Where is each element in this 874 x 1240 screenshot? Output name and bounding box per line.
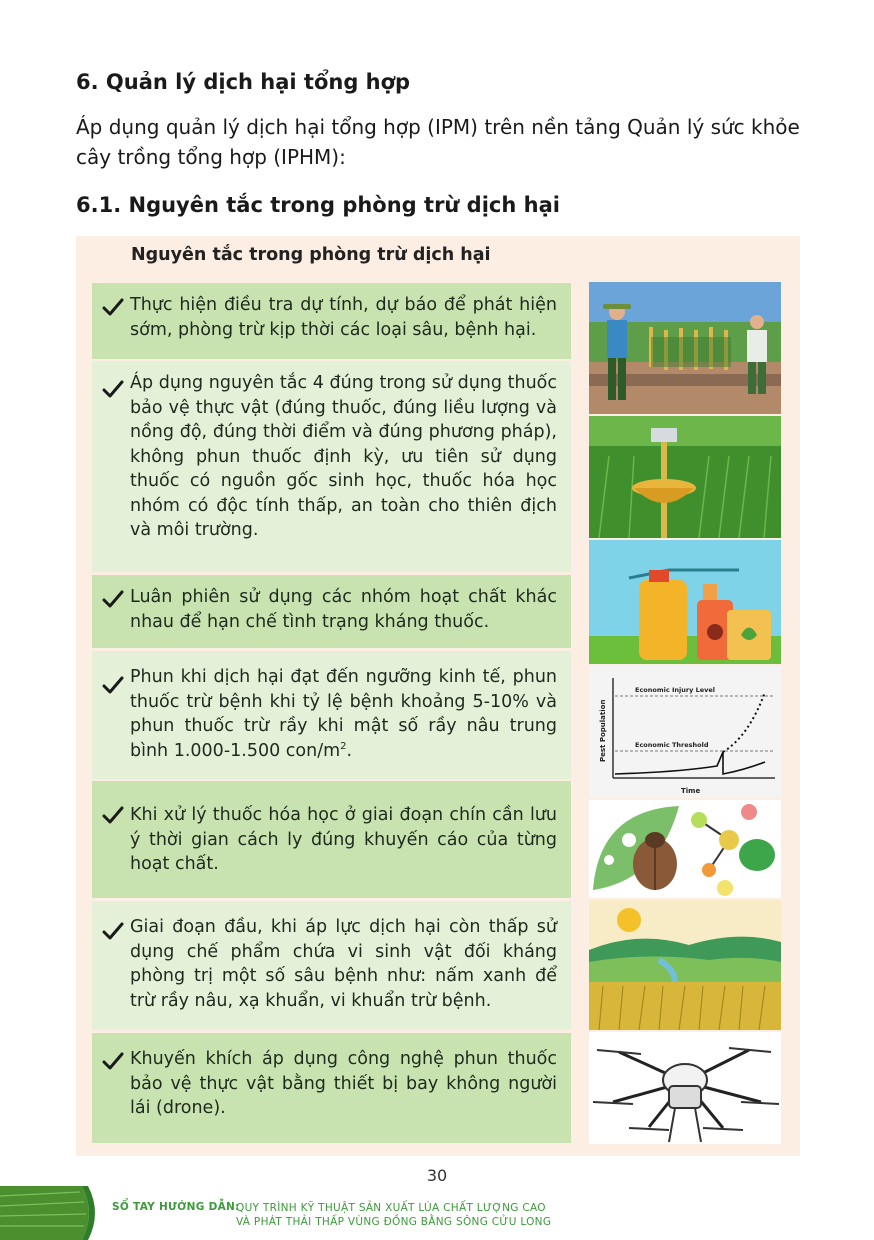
economic-threshold-chart xyxy=(589,666,781,798)
checkmark-icon xyxy=(102,297,124,317)
footer-line-1: QUY TRÌNH KỸ THUẬT SẢN XUẤT LÚA CHẤT LƯỢNG CAO xyxy=(236,1202,546,1214)
section-title: 6. Quản lý dịch hại tổng hợp xyxy=(76,70,411,94)
principle-text: Luân phiên sử dụng các nhóm hoạt chất khác nhau để hạn chế tình trạng kháng thuốc. xyxy=(130,587,557,632)
footer-label: SỔ TAY HƯỚNG DẪN: xyxy=(112,1201,240,1213)
rice-field-landscape-illustration xyxy=(589,900,781,1030)
section-intro: Áp dụng quản lý dịch hại tổng hợp (IPM) trên nền tảng Quản lý sức khỏe cây trồng tổng hợp (IPHM): xyxy=(76,115,800,169)
principle-text: Thực hiện điều tra dự tính, dự báo để phát hiện sớm, phòng trừ kịp thời các loại sâu, bệnh hại. xyxy=(130,295,557,340)
checkmark-icon xyxy=(102,1051,124,1071)
principle-text: Khi xử lý thuốc hóa học ở giai đoạn chín cần lưu ý thời gian cách ly đúng khuyến cáo của từng hoạt chất. xyxy=(130,805,557,874)
page-number: 30 xyxy=(426,1166,448,1185)
checkmark-icon xyxy=(102,379,124,399)
injury-level-label: Economic Injury Level xyxy=(635,686,715,694)
checkmark-icon xyxy=(102,675,124,695)
principle-item-3 xyxy=(92,575,571,648)
pesticide-bottles-illustration xyxy=(589,540,781,664)
principle-item-1 xyxy=(92,283,571,359)
principle-text: Giai đoạn đầu, khi áp lực dịch hại còn thấp sử dụng chế phẩm chứa vi sinh vật đối kháng phòng trị một số sâu bệnh như: nấm xanh để trừ rầy nâu, xạ khuẩn, vi khuẩn trừ bệnh. xyxy=(130,917,557,1011)
principle-text-end: . xyxy=(346,740,353,761)
agricultural-drone-illustration xyxy=(589,1032,781,1144)
farmers-field-illustration xyxy=(589,282,781,414)
checkmark-icon xyxy=(102,589,124,609)
principle-item-7 xyxy=(92,1033,571,1143)
superscript: 2 xyxy=(340,740,347,752)
principle-item-6 xyxy=(92,901,571,1030)
chart-xlabel: Time xyxy=(681,787,701,795)
panel-title: Nguyên tắc trong phòng trừ dịch hại xyxy=(131,245,491,265)
principle-text: Khuyến khích áp dụng công nghệ phun thuốc bảo vệ thực vật bằng thiết bị bay không người lái (drone). xyxy=(130,1049,557,1118)
principle-item-4 xyxy=(92,651,571,779)
footer-title xyxy=(236,1201,551,1229)
principle-text: Áp dụng nguyên tắc 4 đúng trong sử dụng thuốc bảo vệ thực vật (đúng thuốc, đúng liều lượng và nồng độ, đúng thời điểm và đúng phương pháp), không phun thuốc định kỳ, ưu tiên sử dụng thuốc có nguồn gốc sinh học, thuốc hóa học nhóm có độc tính thấp, an toàn cho thiên địch và môi trường. xyxy=(130,373,557,540)
principle-text: Phun khi dịch hại đạt đến ngưỡng kinh tế, phun thuốc trừ bệnh khi tỷ lệ bệnh khoảng 5-10% và phun thuốc trừ rầy khi mật số rầy nâu trung bình 1.000-1.500 con/m xyxy=(130,667,557,761)
footer-line-2: VÀ PHÁT THẢI THẤP VÙNG ĐỒNG BẰNG SÔNG CỬU LONG xyxy=(236,1216,552,1228)
subsection-title: 6.1. Nguyên tắc trong phòng trừ dịch hại xyxy=(76,193,560,217)
principle-item-5 xyxy=(92,781,571,898)
threshold-label: Economic Threshold xyxy=(635,741,709,749)
principle-item-2 xyxy=(92,361,571,572)
chart-ylabel: Pest Population xyxy=(599,699,607,762)
checkmark-icon xyxy=(102,921,124,941)
insect-molecule-illustration xyxy=(589,800,781,898)
light-trap-field-photo xyxy=(589,416,781,538)
checkmark-icon xyxy=(102,805,124,825)
rice-field-logo xyxy=(0,1186,100,1240)
